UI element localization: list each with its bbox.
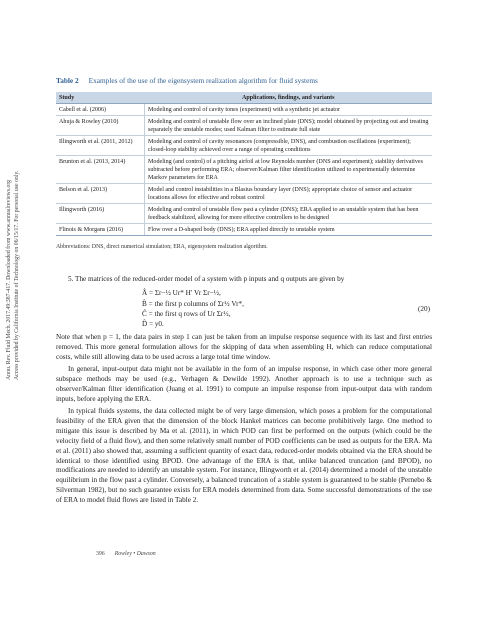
page-footer bbox=[96, 551, 156, 557]
table-caption bbox=[56, 76, 432, 85]
header-applications: Applications, findings, and variants bbox=[145, 92, 433, 104]
running-authors: Rowley • Dawson bbox=[114, 551, 156, 557]
table-row bbox=[56, 184, 432, 204]
table-cell-study: Illingworth et al. (2011, 2012) bbox=[56, 136, 145, 156]
algorithm-step-5: 5. The matrices of the reduced-order model of a system with p inputs and q outputs are given by bbox=[68, 275, 345, 284]
table-cell-study: Cabell et al. (2006) bbox=[56, 104, 145, 116]
page-content bbox=[56, 76, 432, 508]
table-label: Table 2 bbox=[56, 76, 79, 85]
page-number: 396 bbox=[96, 551, 105, 557]
table-row bbox=[56, 204, 432, 224]
equation-line-b: B̂ = the first p columns of Σr½ Vr*, bbox=[142, 299, 244, 308]
download-notice-line-2: Access provided by California Institute of Technology on 06/15/17. For personal use only. bbox=[13, 170, 20, 380]
paragraph: Note that when p = 1, the data pairs in step 1 can just be taken from an impulse response sequence with its last and first entries removed. This more general formulation allows for the skipping of data when assembling H, which can reduce computational costs, while still allowing data to be used across a large total time window. bbox=[56, 333, 432, 362]
table-cell-applications: Modeling and control of cavity tones (experiment) with a synthetic jet actuator bbox=[145, 104, 433, 116]
table-row bbox=[56, 136, 432, 156]
table-row bbox=[56, 104, 432, 116]
table-row bbox=[56, 224, 432, 236]
table-row bbox=[56, 156, 432, 184]
table-cell-study: Flinois & Morgans (2016) bbox=[56, 224, 145, 236]
table-cell-applications: Modeling and control of unstable flow over an inclined plate (DNS); model obtained by projecting out and treating separately the unstable modes; used Kalman filter to estimate full state bbox=[145, 116, 433, 136]
equation-lines bbox=[142, 288, 406, 329]
equation-line-a: Â = Σr−½ Ur* H′ Vr Σr−½, bbox=[142, 289, 221, 298]
table-cell-study: Ahuja & Rowley (2010) bbox=[56, 116, 145, 136]
table-cell-study: Illingworth (2016) bbox=[56, 204, 145, 224]
table-cell-study: Belson et al. (2013) bbox=[56, 184, 145, 204]
equation-number: (20) bbox=[418, 304, 430, 313]
download-notice bbox=[6, 160, 22, 380]
download-notice-line-1: Annu. Rev. Fluid Mech. 2017.49:387-417. Downloaded from www.annualreviews.org bbox=[6, 179, 12, 380]
equation-20 bbox=[68, 288, 430, 329]
body-text bbox=[68, 275, 432, 329]
table-cell-applications: Modeling and control of unstable flow past a cylinder (DNS); ERA applied to an unstable system that has been feedback stabilized, allowing for more effective controllers to be designed bbox=[145, 204, 433, 224]
table-caption-text: Examples of the use of the eigensystem realization algorithm for fluid systems bbox=[88, 76, 318, 85]
table-header-row bbox=[56, 92, 432, 104]
equation-line-c: Ĉ = the first q rows of Ur Σr½, bbox=[142, 309, 231, 318]
paragraph: In typical fluids systems, the data collected might be of very large dimension, which poses a problem for the computational feasibility of the ERA given that the dimension of the block Hankel matrices can become prohibitively large. One method to mitigate this issue is described by Ma et al. (2011), in which POD can first be performed on the outputs (which could be the velocity field of a fluid flow), and then some relatively small number of POD coefficients can be used as outputs for the ERA. Ma et al. (2011) also showed that, assuming a sufficient quantity of exact data, reduced-order models obtained via the ERA should be identical to those identified using BPOD. One advantage of the ERA is that, unlike balanced truncation (and BPOD), no modifications are needed to identify an unstable system. For instance, Illingworth et al. (2014) determined a model of the unstable equilibrium in the flow past a cylinder. Conversely, a balanced truncation of a stable system is guaranteed to be stable (Pernebo & Silverman 1982), but no such guarantee exists for ERA models determined from data. Some successful demonstrations of the use of ERA to model fluid flows are listed in Table 2. bbox=[56, 406, 432, 505]
era-studies-table bbox=[56, 92, 432, 236]
table-cell-applications: Model and control instabilities in a Blasius boundary layer (DNS); appropriate choice of sensor and actuator locations allows for effective and robust control bbox=[145, 184, 433, 204]
table-cell-applications: Flow over a D-shaped body (DNS); ERA applied directly to unstable system bbox=[145, 224, 433, 236]
table-row bbox=[56, 116, 432, 136]
table-cell-study: Brunton et al. (2013, 2014) bbox=[56, 156, 145, 184]
header-study: Study bbox=[56, 92, 145, 104]
equation-line-d: D̂ = y0. bbox=[142, 320, 164, 329]
body-paragraphs bbox=[56, 333, 432, 506]
paragraph: In general, input-output data might not be available in the form of an impulse response, in which case other more general subspace methods may be used (e.g., Verhagen & Dewilde 1992). Another approach is to use a technique such as observer/Kalman filter identification (Juang et al. 1991) to compute an impulse response from input-output data with random inputs, before applying the ERA. bbox=[56, 365, 432, 403]
table-cell-applications: Modeling (and control) of a pitching airfoil at low Reynolds number (DNS and experiment); stability derivatives subtracted before performing ERA; observer/Kalman filter identification utilized to experimentally determine Markov parameters for ERA bbox=[145, 156, 433, 184]
table-cell-applications: Modeling and control of cavity resonances (compressible, DNS), and combustion oscillations (experiment); closed-loop stability achieved over a range of operating conditions bbox=[145, 136, 433, 156]
table-abbreviations: Abbreviations: DNS, direct numerical simulation; ERA, eigensystem realization algorithm. bbox=[56, 244, 268, 251]
